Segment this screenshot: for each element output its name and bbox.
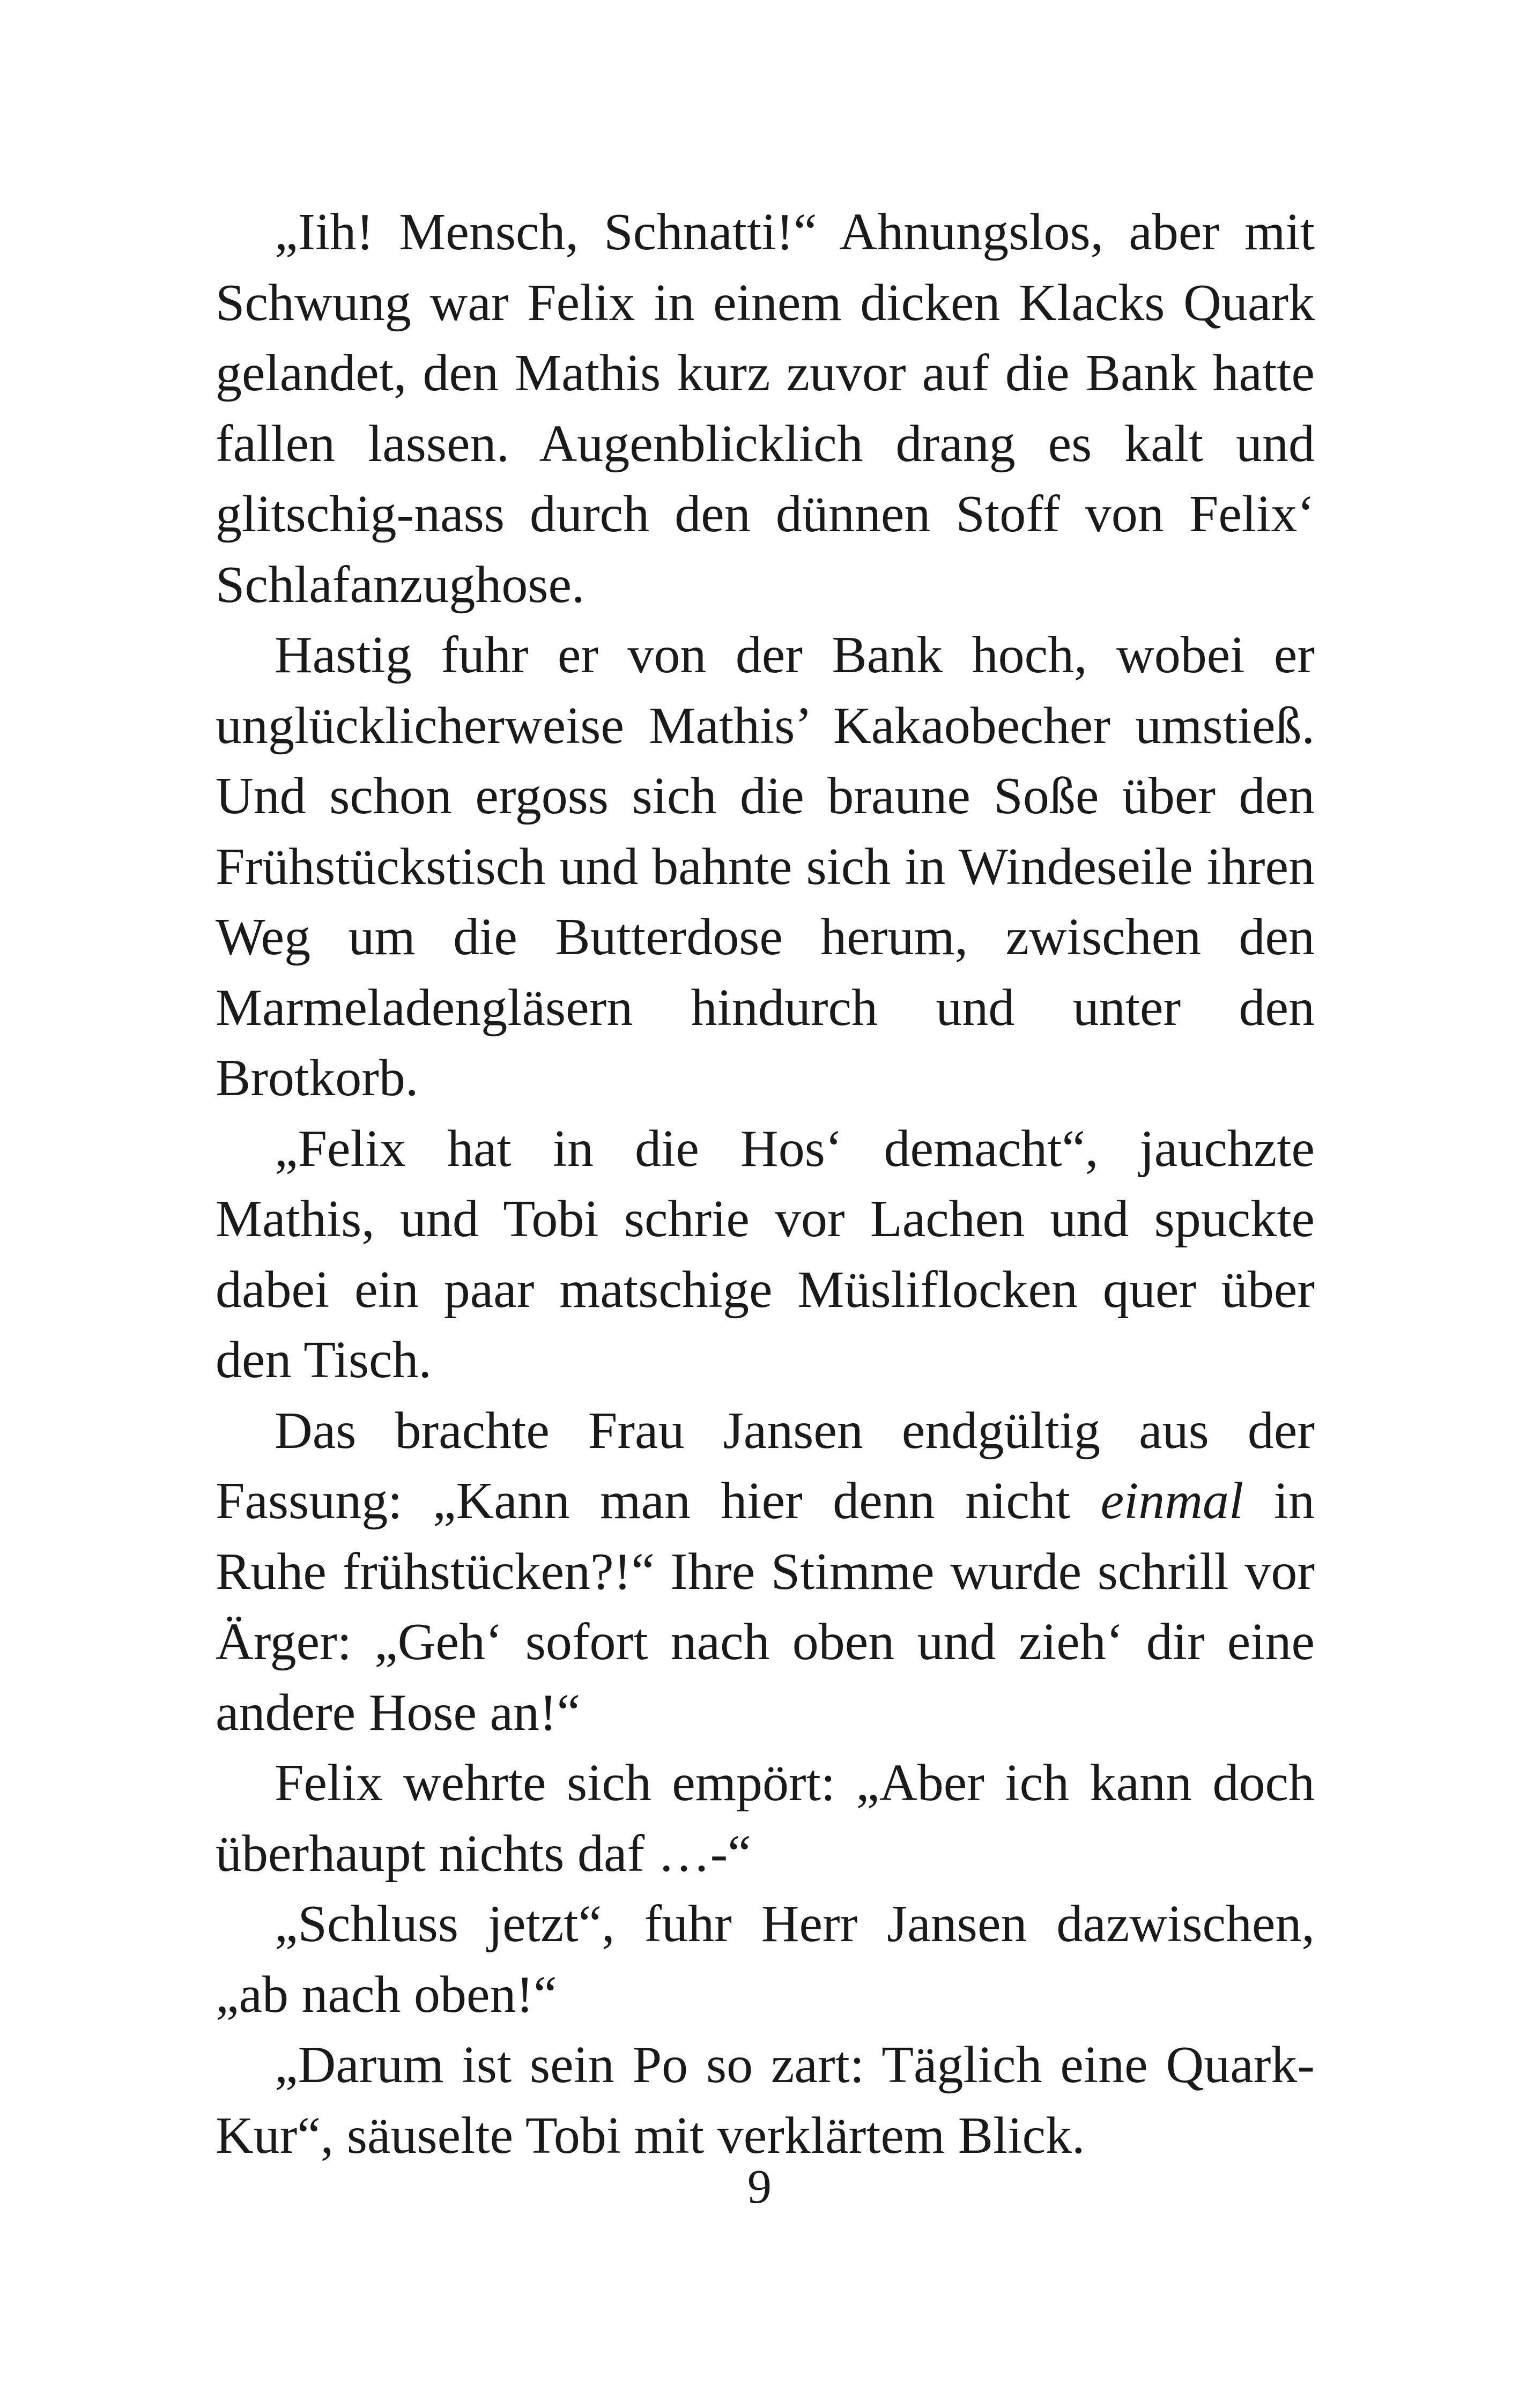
paragraph-2: Hastig fuhr er von der Bank hoch, wobei er unglücklicherweise Mathis’ Kakaobecher umstieß. Und schon ergoss sich die braune Soße über den Frühstückstisch und bahnte sich in Windeseile ihren Weg um die Butterdose herum, zwischen den Marmeladengläsern hindurch und unter den Brotkorb. [216,626,1315,1107]
paragraph-4-start: Das brachte Frau Jansen endgültig aus der Fassung: „Kann man hier denn nicht [216,1401,1315,1530]
paragraph-4 [216,1396,1315,1749]
paragraph-4-end: in Ruhe frühstücken?!“ Ihre Stimme wurde schrill vor Ärger: „Geh‘ sofort nach oben und zieh‘ dir eine andere Hose an!“ [216,1472,1315,1742]
paragraph-3: „Felix hat in die Hos‘ demacht“, jauchzte Mathis, und Tobi schrie vor Lachen und spuckte dabei ein paar matschige Müsliflocken quer über den Tisch. [216,1119,1315,1389]
paragraph-5: Felix wehrte sich empört: „Aber ich kann doch überhaupt nichts daf …-“ [216,1754,1315,1883]
paragraph-4-emphasis: einmal [1100,1472,1244,1530]
paragraph-7: „Darum ist sein Po so zart: Täglich eine Quark-Kur“, säuselte Tobi mit verklärtem Blick. [216,2036,1315,2165]
page-number: 9 [747,2160,772,2213]
body-text [216,197,1315,2171]
paragraph-6: „Schluss jetzt“, fuhr Herr Jansen dazwischen, „ab nach oben!“ [216,1895,1315,2024]
paragraph-1: „Iih! Mensch, Schnatti!“ Ahnungslos, aber mit Schwung war Felix in einem dicken Klacks Quark gelandet, den Mathis kurz zuvor auf die Bank hatte fallen lassen. Augenblicklich drang es kalt und glitschig-nass durch den dünnen Stoff von Felix‘ Schlafanzughose. [216,203,1315,614]
